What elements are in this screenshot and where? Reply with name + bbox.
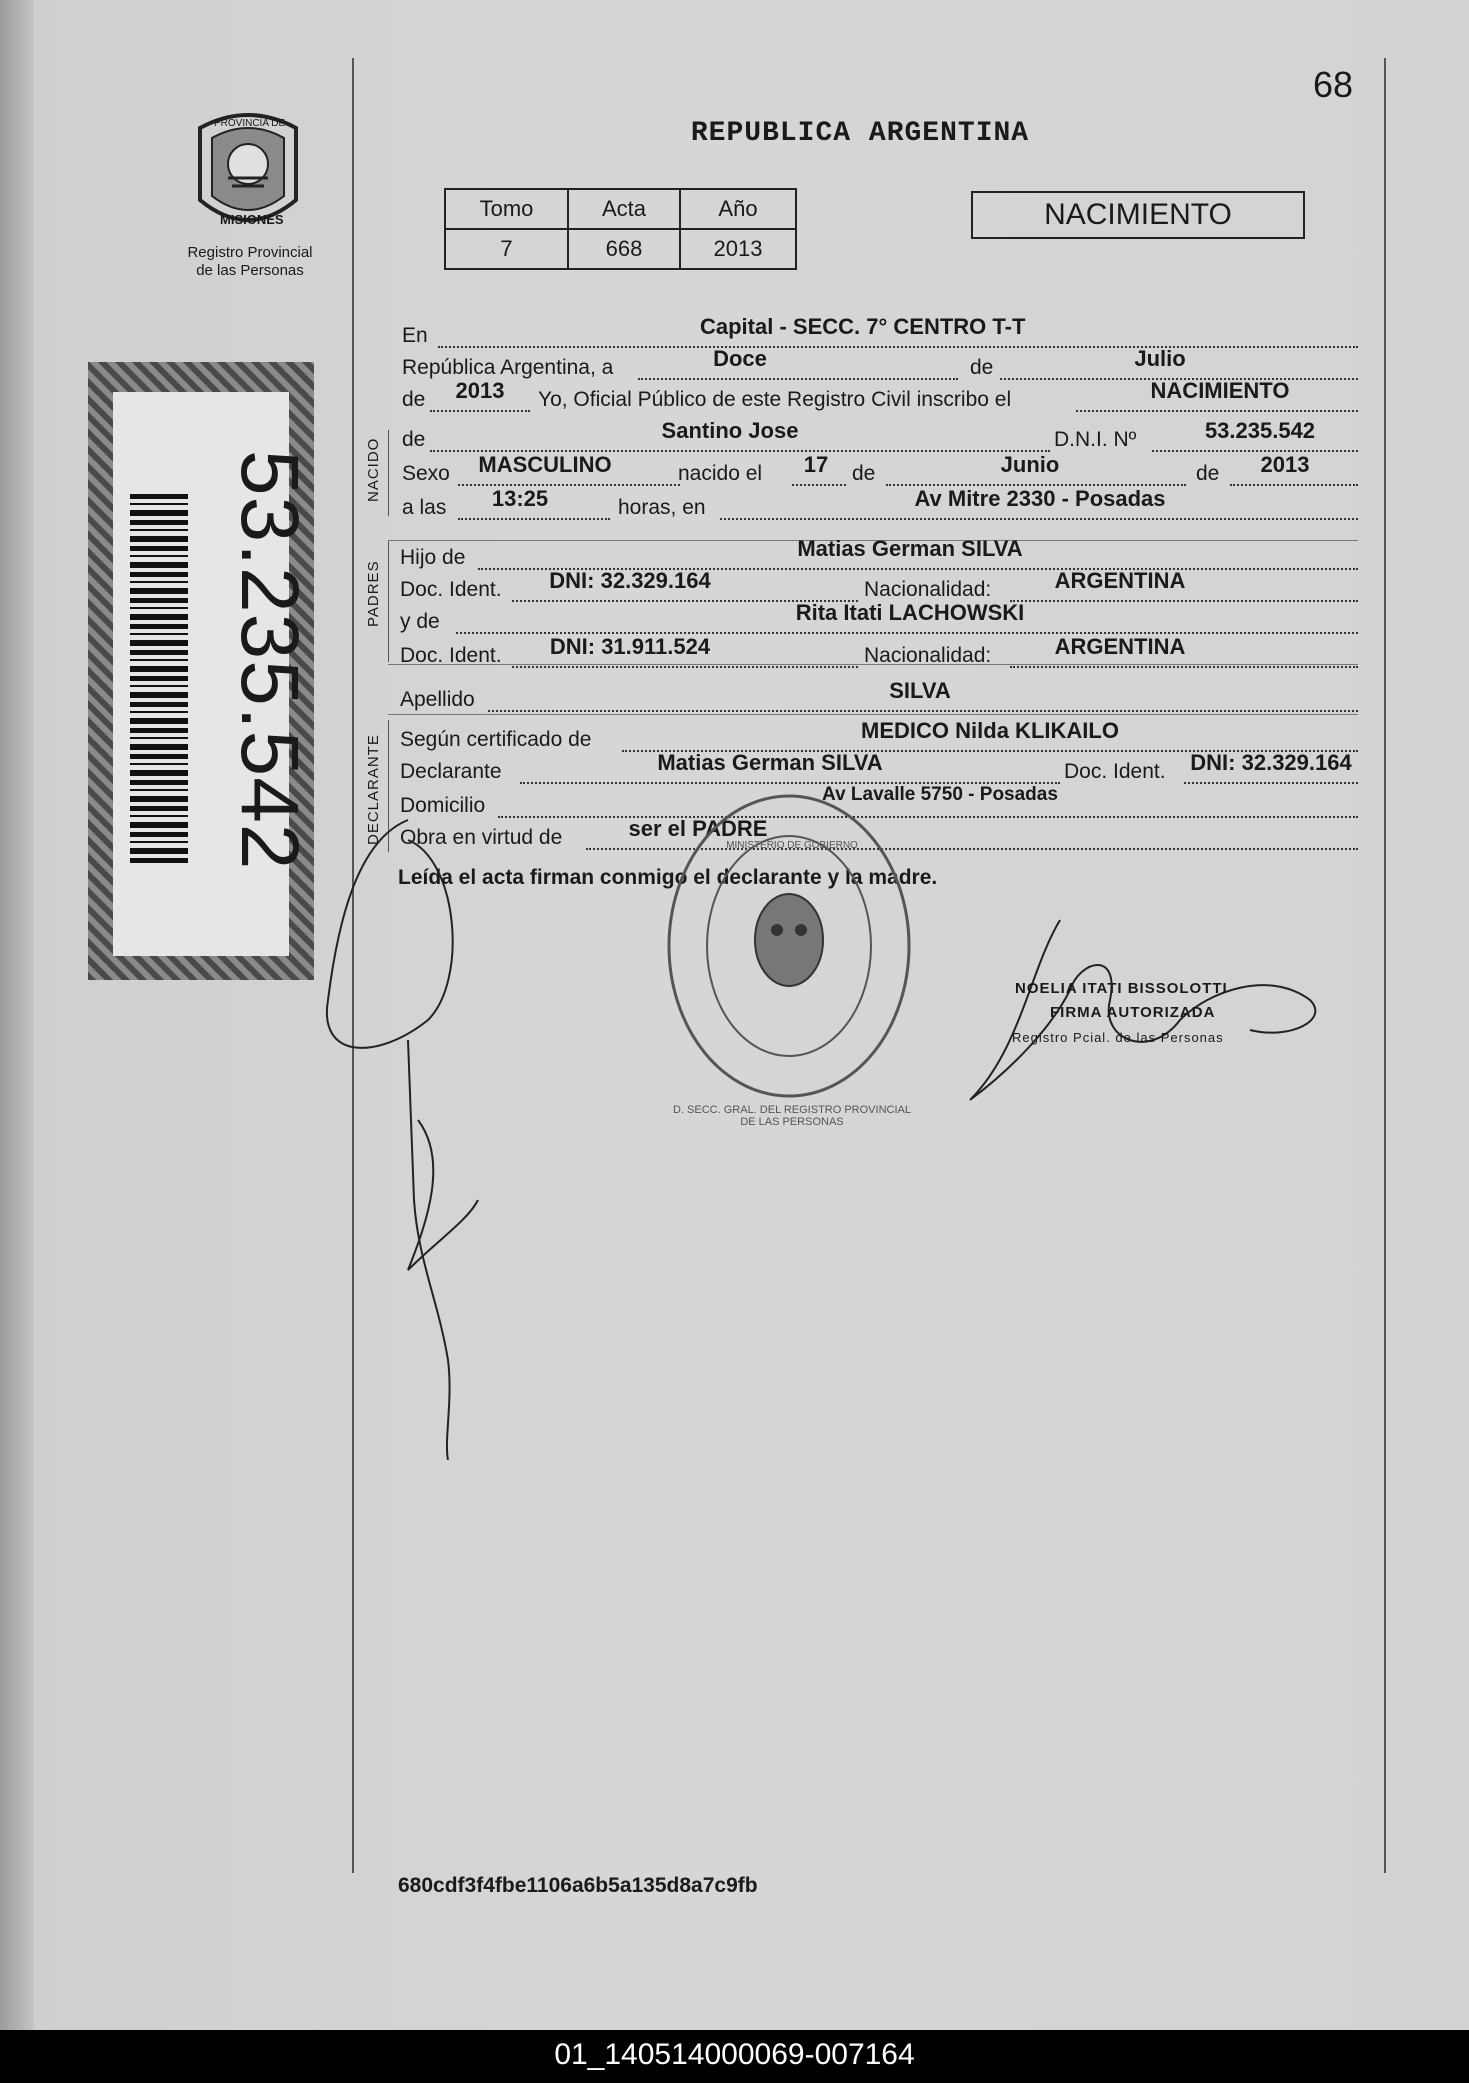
- label-republica: República Argentina, a: [402, 356, 614, 379]
- scan-edge: [0, 0, 34, 2030]
- signer-name: NOELIA ITATI BISSOLOTTI: [1015, 980, 1228, 997]
- value-ano: 2013: [680, 229, 796, 269]
- value-month: Julio: [1134, 346, 1186, 371]
- label-apellido: Apellido: [400, 688, 475, 711]
- label-nac1: Nacionalidad:: [864, 578, 992, 601]
- value-domicilio: Av Lavalle 5750 - Posadas: [822, 784, 1058, 805]
- stamp-inner-text: MINISTERIO DE GOBIERNO: [726, 840, 858, 851]
- signer-role: FIRMA AUTORIZADA: [1050, 1004, 1216, 1021]
- value-act: NACIMIENTO: [1150, 378, 1290, 403]
- value-acta: 668: [568, 229, 680, 269]
- header-ano: Año: [680, 189, 796, 229]
- footer-id: 01_140514000069-007164: [554, 2038, 915, 2071]
- value-sexo: MASCULINO: [478, 452, 612, 477]
- label-en: En: [402, 324, 428, 347]
- label-alas: a las: [402, 496, 447, 519]
- stamp-ring-text: D. SECC. GRAL. DEL REGISTRO PROVINCIAL DE LAS PERSONAS: [673, 1104, 911, 1128]
- barcode-icon: [130, 494, 188, 866]
- label-birth-de2: de: [1196, 462, 1220, 485]
- seal-text-top: PROVINCIA DE: [214, 118, 286, 129]
- value-mother: Rita Itati LACHOWSKI: [795, 600, 1025, 625]
- registry-caption-line2: de las Personas: [196, 262, 304, 279]
- record-table: [444, 188, 797, 270]
- label-de2: de: [402, 388, 426, 411]
- label-sexo: Sexo: [402, 462, 450, 485]
- value-place: Av Mitre 2330 - Posadas: [914, 486, 1166, 511]
- section-bracket-padres: [388, 540, 389, 662]
- record-type-box: NACIMIENTO: [971, 191, 1305, 239]
- seal-text-bottom: MISIONES: [220, 212, 284, 227]
- official-stamp-icon: [662, 790, 916, 1102]
- value-father: Matias German SILVA: [797, 536, 1023, 561]
- side-label-nacido: NACIDO: [365, 437, 382, 502]
- label-birth-de: de: [852, 462, 876, 485]
- value-time: 13:25: [491, 486, 549, 511]
- label-doc3: Doc. Ident.: [1064, 760, 1166, 783]
- side-label-declarante: DECLARANTE: [365, 734, 382, 845]
- label-declarante: Declarante: [400, 760, 502, 783]
- label-yo: Yo, Oficial Público de este Registro Civil inscribo el: [538, 388, 1012, 411]
- value-declarant: Matias German SILVA: [657, 750, 883, 775]
- value-dni: 53.235.542: [1204, 418, 1316, 443]
- value-year: 2013: [455, 378, 505, 403]
- value-birth-year: 2013: [1260, 452, 1310, 477]
- value-day: Doce: [713, 346, 767, 371]
- label-doc2: Doc. Ident.: [400, 644, 502, 667]
- document-hash: 680cdf3f4fbe1106a6b5a135d8a7c9fb: [398, 1874, 758, 1897]
- label-domicilio: Domicilio: [400, 794, 486, 817]
- label-hijo: Hijo de: [400, 546, 466, 569]
- label-nac2: Nacionalidad:: [864, 644, 992, 667]
- page-number: 68: [1313, 64, 1354, 105]
- label-de: de: [970, 356, 994, 379]
- label-segun: Según certificado de: [400, 728, 592, 751]
- value-obra: ser el PADRE: [628, 816, 768, 841]
- label-obra: Obra en virtud de: [400, 826, 563, 849]
- closing-text: Leída el acta firman conmigo el declarante y la madre.: [398, 866, 938, 889]
- registry-caption-line1: Registro Provincial: [187, 244, 313, 261]
- value-mother-doc: DNI: 31.911.524: [549, 634, 711, 659]
- declarant-signature-icon: [318, 800, 498, 1460]
- barcode-number: 53.235.542: [224, 450, 315, 871]
- value-birth-month: Junio: [1000, 452, 1060, 477]
- registry-caption: [170, 244, 330, 280]
- header-tomo: Tomo: [445, 189, 568, 229]
- label-nacido: nacido el: [678, 462, 763, 485]
- side-label-padres: PADRES: [365, 560, 382, 627]
- value-en: Capital - SECC. 7° CENTRO T-T: [700, 314, 1026, 339]
- label-dni: D.N.I. Nº: [1054, 428, 1137, 451]
- header-title: REPUBLICA ARGENTINA: [690, 118, 1030, 149]
- value-father-doc: DNI: 32.329.164: [549, 568, 711, 593]
- label-horas: horas, en: [618, 496, 706, 519]
- label-name-de: de: [402, 428, 426, 451]
- header-acta: Acta: [568, 189, 680, 229]
- value-cert: MEDICO Nilda KLIKAILO: [861, 718, 1119, 743]
- label-doc1: Doc. Ident.: [400, 578, 502, 601]
- value-name: Santino Jose: [661, 418, 799, 443]
- separator-declarante: [388, 714, 1358, 715]
- value-birth-day: 17: [803, 452, 829, 477]
- right-margin-line: [1384, 58, 1386, 1873]
- signer-office: Registro Pcial. de las Personas: [1012, 1030, 1224, 1045]
- value-apellido: SILVA: [889, 678, 951, 703]
- section-bracket-nacido: [388, 430, 389, 516]
- value-declarant-doc: DNI: 32.329.164: [1190, 750, 1352, 775]
- value-tomo: 7: [445, 229, 568, 269]
- value-mother-nat: ARGENTINA: [1054, 634, 1186, 659]
- label-yde: y de: [400, 610, 440, 633]
- value-father-nat: ARGENTINA: [1054, 568, 1186, 593]
